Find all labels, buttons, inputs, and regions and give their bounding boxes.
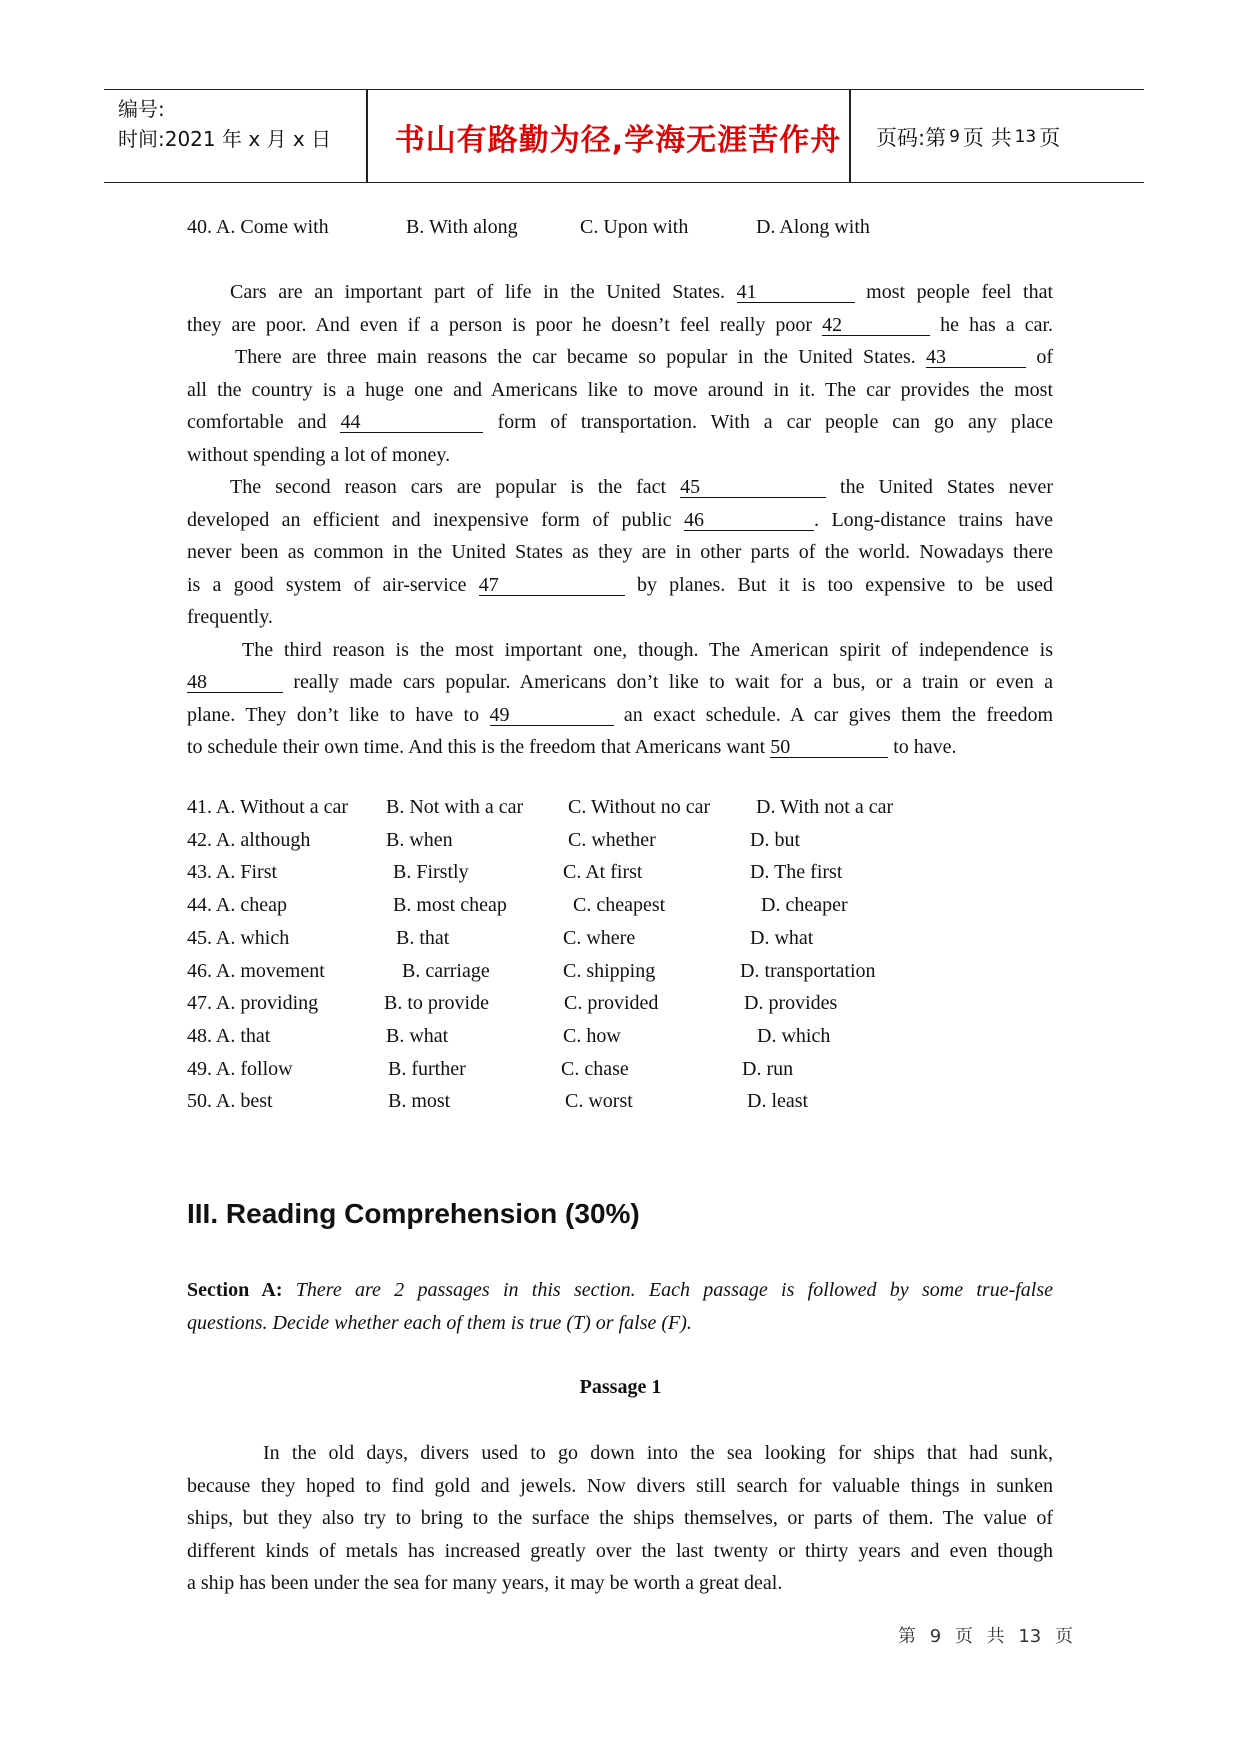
cloze-line: [187, 699, 1053, 732]
option-a: A. follow: [215, 1057, 293, 1080]
option-c: C. Upon with: [580, 216, 689, 238]
passage-line: ships, but they also try to bring to the surface the ships themselves, or parts of them. The value of: [187, 1507, 1053, 1529]
blank-41[interactable]: 41: [737, 282, 855, 303]
option-b: B. Firstly: [393, 861, 469, 884]
option-d: D. The first: [750, 861, 843, 884]
page-footer: 第 9 页 共 13 页: [898, 1626, 1073, 1647]
option-c: C. At first: [563, 861, 643, 884]
option-d: D. but: [750, 828, 800, 851]
section-title: III. Reading Comprehension (30%): [187, 1198, 640, 1229]
option-row-47: [187, 991, 318, 1015]
option-b: B. to provide: [384, 992, 489, 1015]
cloze-line: [187, 309, 1053, 342]
passage-title: Passage 1: [579, 1376, 662, 1398]
option-c: C. shipping: [563, 959, 656, 982]
question-40: [187, 215, 329, 239]
option-a: A. Come with: [215, 216, 329, 238]
option-row-49: [187, 1057, 293, 1081]
option-c: C. chase: [561, 1057, 629, 1080]
option-b: B. when: [386, 828, 453, 851]
blank-43[interactable]: 43: [926, 347, 1026, 368]
option-b: B. that: [396, 926, 450, 949]
header-meta: [118, 94, 331, 154]
text-segment: developed an efficient and inexpensive form of public: [187, 508, 672, 531]
blank-44[interactable]: 44: [340, 412, 483, 433]
blank-48[interactable]: 48: [187, 672, 283, 693]
text-segment: Cars are an important part of life in the United States.: [230, 281, 725, 303]
option-row-42: [187, 828, 310, 852]
page-prefix: 页码:第: [876, 126, 947, 150]
text-segment: really made cars popular. Americans don’t like to wait for a bus, or a train or even a: [293, 671, 1053, 693]
text-segment: is a good system of air-service: [187, 573, 467, 596]
text-segment: they are poor. And even if a person is poor he doesn’t feel really poor: [187, 313, 813, 336]
cloze-line: [187, 471, 1053, 504]
option-a: A. cheap: [215, 894, 287, 917]
option-c: C. Without no car: [568, 796, 711, 818]
question-number: 43.: [187, 861, 212, 884]
option-d: D. transportation: [740, 959, 876, 982]
option-c: C. whether: [568, 828, 656, 851]
instruction-text: questions. Decide whether each of them is true (T) or false (F).: [187, 1312, 692, 1334]
option-row-50: [187, 1089, 273, 1113]
cloze-line: The third reason is the most important one, though. The American spirit of independence is: [242, 638, 1053, 661]
option-d: D. what: [750, 926, 814, 949]
option-a: A. movement: [215, 959, 325, 982]
page-total: 13: [1014, 127, 1037, 147]
text-segment: of: [1036, 346, 1054, 368]
option-c: C. where: [563, 926, 636, 949]
text-segment: comfortable and: [187, 411, 327, 433]
text-segment: he has a car.: [940, 313, 1054, 336]
option-b: B. With along: [406, 216, 518, 238]
page-suffix: 页: [1039, 126, 1061, 150]
option-row-46: [187, 959, 325, 983]
option-b: B. most cheap: [393, 894, 507, 917]
cloze-line: without spending a lot of money.: [187, 443, 451, 466]
option-b: B. further: [388, 1057, 466, 1080]
text-segment: most people feel that: [866, 281, 1054, 303]
blank-46[interactable]: 46: [684, 510, 814, 531]
text-segment: to have.: [893, 736, 957, 758]
text-segment: an exact schedule. A car gives them the freedom: [623, 703, 1054, 726]
option-d: D. which: [757, 1024, 831, 1047]
option-row-44: [187, 893, 287, 917]
option-d: D. cheaper: [761, 894, 848, 917]
blank-49[interactable]: 49: [490, 705, 614, 726]
option-row-41: [187, 795, 348, 819]
option-d: D. least: [747, 1090, 809, 1113]
cloze-line: [187, 341, 1053, 374]
question-number: 48.: [187, 1024, 212, 1047]
page-mid: 页 共: [962, 126, 1012, 150]
question-number: 46.: [187, 959, 212, 982]
blank-42[interactable]: 42: [822, 315, 930, 336]
header-divider: [366, 90, 368, 182]
cloze-line: [187, 666, 1053, 699]
passage-line: because they hoped to find gold and jewels. Now divers still search for valuable things in sunken: [187, 1474, 1053, 1497]
option-a: A. Without a car: [215, 796, 349, 818]
option-b: B. Not with a car: [386, 796, 524, 818]
option-c: C. worst: [565, 1090, 633, 1113]
question-number: 50.: [187, 1090, 212, 1113]
cloze-line: [187, 731, 1053, 764]
document-header: [104, 89, 1144, 183]
option-d: D. With not a car: [756, 796, 894, 818]
text-segment: the United States never: [840, 476, 1054, 498]
option-a: A. that: [215, 1024, 271, 1047]
passage-line: In the old days, divers used to go down into the sea looking for ships that had sunk,: [263, 1442, 1053, 1464]
text-segment: . Long-distance trains have: [814, 508, 1053, 531]
option-a: A. providing: [215, 992, 319, 1015]
question-number: 40.: [187, 216, 212, 238]
cloze-line: [187, 569, 1053, 602]
text-segment: form of transportation. With a car people can go any place: [497, 411, 1054, 433]
question-number: 42.: [187, 828, 212, 851]
question-number: 44.: [187, 894, 212, 917]
text-segment: by planes. But it is too expensive to be used: [636, 573, 1053, 596]
option-row-48: [187, 1024, 270, 1048]
option-b: B. most: [388, 1090, 451, 1113]
cloze-line: all the country is a huge one and Americans like to move around in it. The car provides the most: [187, 378, 1053, 401]
option-a: A. although: [215, 828, 311, 851]
passage-1-body: [187, 1437, 1053, 1600]
blank-47[interactable]: 47: [479, 575, 625, 596]
cloze-line: [187, 406, 1053, 439]
question-number: 47.: [187, 992, 212, 1015]
instruction-text: There are 2 passages in this section. Each passage is followed by some true-false: [295, 1279, 1053, 1301]
option-a: A. best: [215, 1090, 273, 1113]
passage-line: a ship has been under the sea for many years, it may be worth a great deal.: [187, 1572, 783, 1594]
cloze-line: [187, 504, 1053, 537]
option-d: D. Along with: [756, 216, 870, 238]
text-segment: plane. They don’t like to have to: [187, 703, 480, 726]
option-a: A. First: [215, 861, 278, 884]
option-c: C. how: [563, 1024, 621, 1047]
cloze-passage: [187, 276, 1053, 764]
option-d: D. provides: [744, 992, 838, 1015]
option-row-43: [187, 860, 277, 884]
serial-label: 编号:: [118, 97, 165, 121]
blank-45[interactable]: 45: [680, 477, 826, 498]
question-number: 45.: [187, 926, 212, 949]
blank-50[interactable]: 50: [770, 737, 888, 758]
option-a: A. which: [215, 926, 290, 949]
passage-line: different kinds of metals has increased greatly over the last twenty or thirty years and even though: [187, 1539, 1053, 1562]
cloze-line: frequently.: [187, 606, 273, 628]
cloze-line: never been as common in the United States as they are in other parts of the world. Nowadays there: [187, 541, 1053, 563]
question-number: 41.: [187, 796, 212, 818]
option-b: B. carriage: [402, 959, 490, 982]
time-label: 时间:2021 年 x 月 x 日: [118, 127, 332, 151]
header-page-number: [876, 90, 1060, 184]
option-c: C. cheapest: [573, 894, 666, 917]
question-number: 49.: [187, 1057, 212, 1080]
option-c: C. provided: [564, 992, 659, 1015]
option-row-45: [187, 926, 289, 950]
page-current: 9: [949, 127, 960, 147]
option-b: B. what: [386, 1024, 449, 1047]
text-segment: There are three main reasons the car became so popular in the United States.: [235, 346, 916, 368]
section-a-instructions: [187, 1274, 1053, 1340]
header-motto: 书山有路勤为径,学海无涯苦作舟: [394, 123, 842, 158]
option-d: D. run: [742, 1057, 794, 1080]
cloze-line: [187, 276, 1053, 309]
text-segment: to schedule their own time. And this is the freedom that Americans want: [187, 736, 766, 758]
section-a-label: Section A:: [187, 1279, 283, 1301]
text-segment: The second reason cars are popular is the fact: [230, 476, 667, 498]
